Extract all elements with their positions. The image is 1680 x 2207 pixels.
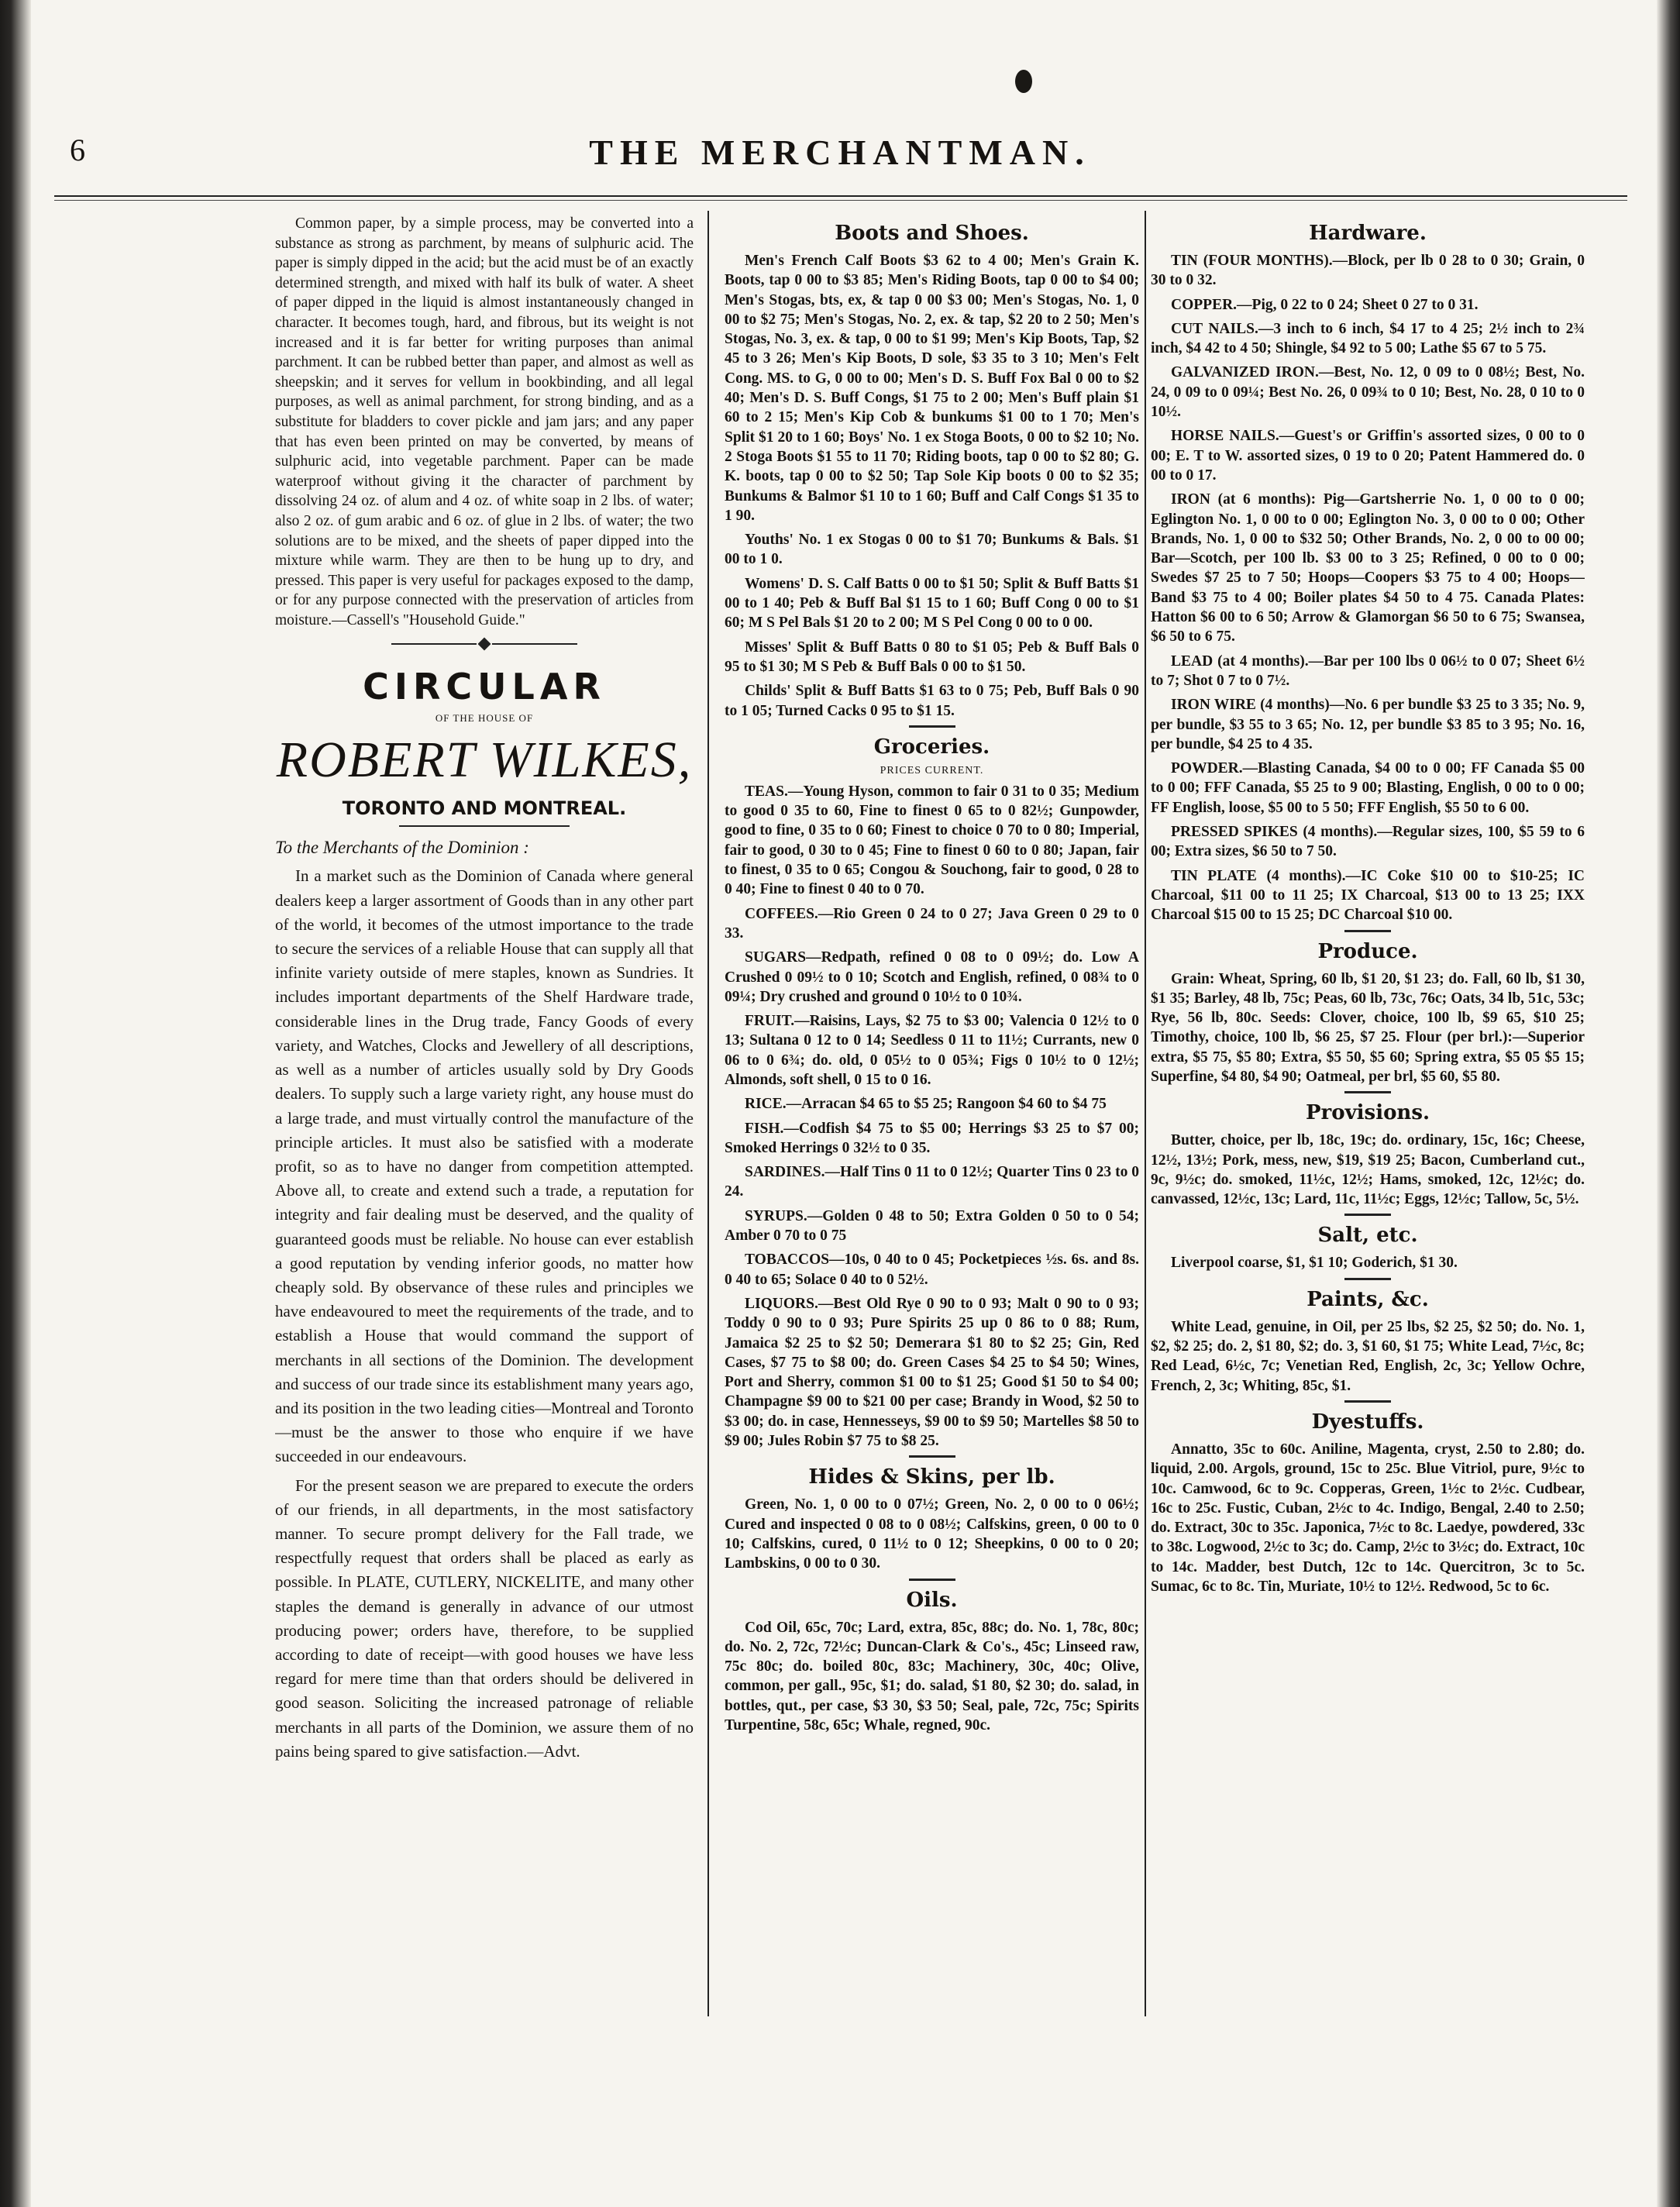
section-title-salt: Salt, etc.	[1317, 1224, 1418, 1248]
circular-subtitle: OF THE HOUSE OF	[435, 712, 534, 725]
circular-name: ROBERT WILKES,	[276, 732, 693, 789]
boots-womens: Womens' D. S. Calf Batts 0 00 to $1 50; Split & Buff Batts $1 00 to 1 40; Peb & Buff Bal $1 15 to 1 60; Buff Cong 0 00 to $1 60; M S Pel Bals $1 20 to 2 00; M S Pel Cong 0 00 to 0 00.	[725, 575, 1139, 632]
boots-men: Men's French Calf Boots $3 62 to 4 00; Men's Grain K. Boots, tap 0 00 to $3 85; Men's Riding Boots, tap 0 00 to $4 00; Men's Stogas, bts, ex, & tap 0 00 $3 00; Men's Stogas, No. 1, 0 00 to $2 75; Men's Stogas, No. 2, ex. & tap, $2 20 to 2 50; Men's Stogas, No. 3, ex. & tap, 0 00 to $1 99; Men's Kip Boots, Tap, $2 45 to 3 26; Men's Kip Boots, D sole, $3 35 to 3 10; Men's Felt Cong. MS. to G, 0 00 to 00; Men's D. S. Buff Fox Bal 0 00 to $2 40; Men's D. S. Buff Congs, $1 75 to 2 00; Men's Buff plain $1 60 to 2 15; Men's Kip Cob & bunkums $1 00 to 1 70; Men's Split $1 20 to 1 60; Boys' No. 1 ex Stoga Boots, 0 00 to $2 10; No. 2 Stoga Boots $1 55 to 11 70; Riding boots, tap 0 00 to $2 80; G. K. boots, tap 0 00 to $2 50; Tap Sole Kip boots 0 00 to $2 35; Bunkums & Balmor $1 10 to 1 60; Buff and Calf Congs $1 35 to 1 90.	[725, 253, 1139, 524]
section-rule	[909, 1579, 955, 1581]
boots-youths: Youths' No. 1 ex Stogas 0 00 to $1 70; Bunkums & Bals. $1 00 to 1 0.	[725, 532, 1139, 568]
hardware-iron-wire: IRON WIRE (4 months)—No. 6 per bundle $3 25 to 3 35; No. 9, per bundle, $3 55 to 3 65; No. 12, per bundle $3 85 to 3 95; No. 16, per bundle, $4 25 to 4 35.	[1151, 697, 1585, 752]
hardware-lead: LEAD (at 4 months).—Bar per 100 lbs 0 06½ to 0 07; Sheet 6½ to 7; Shot 0 7 to 0 7½.	[1151, 652, 1585, 689]
paints-prices: White Lead, genuine, in Oil, per 25 lbs, $2 25, $2 50; do. No. 1, $2, $2 25; do. 2, $1 80, $2; do. 3, $1 60, $1 75; White Lead, 7½c, 8c; Red Lead, 6½c, 7c; Venetian Red, English, 2c, 3c; Yellow Ochre, French, 2, 3c; Whiting, 85c, $1.	[1151, 1318, 1585, 1394]
groceries-subtitle: PRICES CURRENT.	[880, 764, 984, 776]
hardware-powder: POWDER.—Blasting Canada, $4 00 to 0 00; FF Canada $5 00 to 0 00; FFF Canada, $5 25 to 9 00; Blasting, English, 0 00 to 0 00; FF English, loose, $5 00 to 5 50; FFF English, $5 50 to 6 00.	[1151, 760, 1585, 816]
groceries-sardines: SARDINES.—Half Tins 0 11 to 0 12½; Quarter Tins 0 23 to 0 24.	[725, 1164, 1139, 1200]
hardware-galvanized-iron: GALVANIZED IRON.—Best, No. 12, 0 09 to 0 08½; Best, No. 24, 0 09 to 0 09¼; Best No. 26, 0 09¾ to 0 10; Best, No. 28, 0 10 to 0 10½.	[1151, 364, 1585, 421]
salt-prices: Liverpool coarse, $1, $1 10; Goderich, $1 30.	[1171, 1255, 1458, 1272]
circular-city: TORONTO AND MONTREAL.	[342, 797, 627, 820]
oils-prices: Cod Oil, 65c, 70c; Lard, extra, 85c, 88c; do. No. 1, 78c, 80c; do. No. 2, 72c, 72½c; Duncan-Clark & Co's., 45c; Linseed raw, 75c 80c; do. boiled 80c, 83c; Machinery, 30c, 40c; Olive, common, per gall., 95c, $1; do. salad, $1 80, $2 30; do. salad, in bottles, qut., per case, $3 30, $3 50; Seal, pale, 72c, 75c; Spirits Turpentine, 58c, 65c; Whale, regned, 90c.	[725, 1619, 1139, 1734]
circular-paragraph-1: In a market such as the Dominion of Canada where general dealers keep a larger assortment of Goods than in any other part of the world, it becomes of the utmost importance to the trade to secure the services of a reliable House that can supply all that infinite variety outside of mere staples, known as Sundries. It includes important departments of the Shelf Hardware trade, considerable lines in the Drug trade, Fancy Goods of every variety, and Watches, Clocks and Jewellery of all descriptions, as well as a number of articles usually sold by Dry Goods dealers. To supply such a large variety right, any house must do a large trade, and must virtually control the manufacture of the principle articles. It must also be satisfied with a moderate profit, so as to have no danger from competition attempted. Above all, to create and extend such a trade, a reputation for integrity and fair dealing must be deserved, and the quality of guaranteed goods must be reliable. No house can ever establish a good reputation by vending inferior goods, no matter how cheaply sold. By observance of these rules and principles we have endeavoured to meet the requirements of the trade, and to establish a House that would command the support of merchants in all sections of the Dominion. The development and success of our trade since its establishment many years ago, and its position in the two leading cities—Montreal and Toronto—must be the answer to those who enquire if we have succeeded in our endeavours.	[275, 866, 694, 1466]
section-title-groceries: Groceries.	[873, 735, 990, 759]
hardware-pressed-spikes: PRESSED SPIKES (4 months).—Regular sizes, 100, $5 59 to 6 00; Extra sizes, $6 50 to 7 50.	[1151, 824, 1585, 860]
column-right	[1151, 214, 1585, 2182]
section-title-hardware: Hardware.	[1309, 222, 1427, 245]
groceries-tobaccos: TOBACCOS—10s, 0 40 to 0 45; Pocketpieces ½s. 6s. and 8s. 0 40 to 65; Solace 0 40 to 0 52½.	[725, 1252, 1139, 1288]
masthead: THE MERCHANTMAN.	[589, 133, 1091, 172]
boots-misses: Misses' Split & Buff Batts 0 80 to $1 05; Peb & Buff Bals 0 95 to $1 30; M S Peb & Buff Bals 0 00 to $1 50.	[725, 639, 1139, 675]
section-rule	[1344, 1214, 1391, 1216]
hardware-horse-nails: HORSE NAILS.—Guest's or Griffin's assorted sizes, 0 00 to 0 00; E. T to W. assorted sizes, 0 19 to 0 20; Patent Hammered do. 0 00 to 0 17.	[1151, 428, 1585, 484]
page-number: 6	[70, 133, 85, 167]
header-rule-thin	[54, 200, 1627, 201]
column-divider-2	[1145, 211, 1146, 2016]
groceries-fruit: FRUIT.—Raisins, Lays, $2 75 to $3 00; Valencia 0 12½ to 0 13; Sultana 0 12 to 0 14; Seedless 0 11 to 11½; Currants, new 0 06 to 0 6¾; do. old, 0 05½ to 0 05¾; Figs 0 10½ to 0 12½; Almonds, soft shell, 0 15 to 0 16.	[725, 1013, 1139, 1088]
section-title-dyestuffs: Dyestuffs.	[1311, 1410, 1424, 1434]
section-rule	[1344, 930, 1391, 932]
page-edge-right	[1657, 0, 1680, 2207]
page-edge-left	[0, 0, 31, 2207]
hardware-copper: COPPER.—Pig, 0 22 to 0 24; Sheet 0 27 to 0 31.	[1171, 296, 1479, 313]
circular-rule	[399, 825, 570, 827]
groceries-rice: RICE.—Arracan $4 65 to $5 25; Rangoon $4 60 to $4 75	[745, 1096, 1107, 1113]
section-rule	[1344, 1091, 1391, 1093]
ornament-divider	[275, 636, 694, 650]
section-rule	[1344, 1400, 1391, 1403]
hardware-iron: IRON (at 6 months): Pig—Gartsherrie No. 1, 0 00 to 0 00; Eglington No. 1, 0 00 to 0 00; Eglington No. 3, 0 00 to 0 00; Other Brands, No. 1, 0 00 to $32 50; Other Brands, No. 2, 0 00 to 00 00; Bar—Scotch, per 100 lb. $3 00 to 3 25; Refined, 0 00 to 0 00; Swedes $7 25 to 7 50; Hoops—Coopers $3 75 to 4 00; Hoops—Band $3 75 to 4 00; Boiler plates $4 50 to 4 75. Canada Plates: Hatton $6 00 to 6 50; Arrow & Glamorgan $6 50 to 6 75; Swansea, $6 50 to 6 75.	[1151, 491, 1585, 646]
column-middle	[725, 214, 1139, 2182]
circular-title: CIRCULAR	[363, 666, 606, 708]
section-title-produce: Produce.	[1317, 939, 1418, 963]
ink-blot	[1015, 70, 1032, 93]
hardware-cut-nails: CUT NAILS.—3 inch to 6 inch, $4 17 to 4 25; 2½ inch to 2¾ inch, $4 42 to 4 50; Shingle, $4 92 to 5 00; Lathe $5 67 to 5 75.	[1151, 320, 1585, 357]
section-title-provisions: Provisions.	[1305, 1101, 1430, 1125]
section-rule	[909, 1455, 955, 1458]
hides-prices: Green, No. 1, 0 00 to 0 07½; Green, No. 2, 0 00 to 0 06½; Cured and inspected 0 08 to 0 08½; Calfskins, green, 0 00 to 0 10; Calfskins, cured, 0 11½ to 0 12; Sheepkins, 0 00 to 0 20; Lambskins, 0 00 to 0 30.	[725, 1496, 1139, 1572]
groceries-teas: TEAS.—Young Hyson, common to fair 0 31 to 0 35; Medium to good 0 35 to 60, Fine to finest 0 65 to 0 82½; Gunpowder, good to fine, 0 35 to 0 60; Finest to choice 0 70 to 0 80; Imperial, fair to good, 0 30 to 0 45; Fine to finest 0 60 to 0 80; Japan, fair to finest, 0 35 to 0 65; Congou & Souchong, fair to good, 0 28 to 0 40; Fine to finest 0 40 to 0 70.	[725, 783, 1139, 898]
header-rule	[54, 195, 1627, 197]
groceries-liquors: LIQUORS.—Best Old Rye 0 90 to 0 93; Malt 0 90 to 0 93; Toddy 0 90 to 0 93; Pure Spirits 25 up 0 86 to 0 88; Rum, Jamaica $2 25 to $2 50; Demerara $1 80 to $2 25; Gin, Red Cases, $7 75 to $8 00; do. Green Cases $4 25 to $4 50; Wines, Port and Sherry, common $1 00 to $1 25; Good $1 50 to $4 00; Champagne $9 00 to $21 00 per case; Brandy in Wood, $2 50 to $3 00; do. in case, Hennesseys, $9 00 to $9 50; Martelles $8 50 to $9 00; Jules Robin $7 75 to $8 25.	[725, 1295, 1139, 1450]
column-divider-1	[707, 211, 709, 2016]
boots-childs: Childs' Split & Buff Batts $1 63 to 0 75; Peb, Buff Bals 0 90 to 1 05; Turned Cacks 0 95 to $1 15.	[725, 683, 1139, 719]
provisions-prices: Butter, choice, per lb, 18c, 19c; do. ordinary, 15c, 16c; Cheese, 12½, 13½; Pork, mess, new, $19, $19 25; Bacon, Cumberland cut., 9c, 9½c; do. smoked, 11½c, 12½; Hams, smoked, 12c, 12½c; do. canvassed, 12½c, 13c; Lard, 11c, 11½c; Eggs, 12½c; Tallow, 5c, 5½.	[1151, 1132, 1585, 1208]
groceries-coffees: COFFEES.—Rio Green 0 24 to 0 27; Java Green 0 29 to 0 33.	[725, 905, 1139, 942]
section-rule	[909, 725, 955, 728]
circular-salutation: To the Merchants of the Dominion :	[275, 838, 529, 858]
article-parchment-paper: Common paper, by a simple process, may be converted into a substance as strong as parchment, by means of sulphuric acid. The paper is simply dipped in the acid; but the acid must be of an exactly determined strength, and mixed with half its bulk of water. A sheet of paper dipped in the liquid is almost instantaneously changed in character. It becomes tough, hard, and fibrous, but its weight is not increased and it is far better for writing purposes than animal parchment. It can be rubbed better than paper, and almost as well as sheepskin; and it serves for vellum in bookbinding, and all legal purposes, as well as animal parchment, for strong binding, and as a substitute for bladders to cover pickle and jam jars; and any paper that has even been printed on may be converted, by means of sulphuric acid, into vegetable parchment. Paper can be made waterproof without giving it the character of parchment by dissolving 24 oz. of alum and 4 oz. of white soap in 2 lbs. of water; also 2 oz. of gum arabic and 6 oz. of glue in 2 lbs. of water; the two solutions are to be mixed, and the sheets of paper dipped into the mixture while warm. They are then to be hung up to dry, and pressed. This paper is very useful for packages exposed to the damp, or for any purpose connected with the preservation of articles from moisture.—Cassell's "Household Guide."	[275, 215, 694, 628]
groceries-syrups: SYRUPS.—Golden 0 48 to 50; Extra Golden 0 50 to 0 54; Amber 0 70 to 0 75	[725, 1207, 1139, 1245]
hardware-tin: TIN (FOUR MONTHS).—Block, per lb 0 28 to 0 30; Grain, 0 30 to 0 32.	[1151, 253, 1585, 289]
section-title-paints: Paints, &c.	[1306, 1287, 1429, 1311]
section-title-hides: Hides & Skins, per lb.	[808, 1465, 1055, 1489]
section-title-oils: Oils.	[906, 1588, 958, 1612]
groceries-sugars: SUGARS—Redpath, refined 0 08 to 0 09½; do. Low A Crushed 0 09½ to 0 10; Scotch and English, refined, 0 08¾ to 0 09¼; Dry crushed and ground 0 10½ to 0 10¾.	[725, 949, 1139, 1005]
column-left	[275, 214, 694, 2182]
dyestuffs-prices: Annatto, 35c to 60c. Aniline, Magenta, cryst, 2.50 to 2.80; do. liquid, 2.00. Argols, ground, 15c to 25c. Blue Vitriol, pure, 9½c to 10c. Camwood, 6c to 9c. Copperas, Green, 1½c to 2½c. Cudbear, 16c to 25c. Fustic, Cuban, 2½c to 4c. Indigo, Bengal, 2.40 to 2.50; do. Extract, 30c to 35c. Japonica, 7½c to 8c. Laedye, powdered, 33c to 38c. Logwood, 2½c to 3c; do. Camp, 2½c to 3½c; do. Extract, 10c to 14c. Madder, best Dutch, 12c to 14c. Quercitron, 3c to 5c. Sumac, 6c to 8c. Tin, Muriate, 10½ to 12½. Redwood, 5c to 6c.	[1151, 1441, 1585, 1596]
circular-paragraph-2: For the present season we are prepared to execute the orders of our friends, in all departments, in the most satisfactory manner. To secure prompt delivery for the Fall trade, we respectfully request that orders shall be placed as early as possible. In PLATE, CUTLERY, NICKELITE, and many other staples the demand is generally in advance of our utmost producing power; orders have, therefore, to be supplied according to date of receipt—with good houses we have less regard for mere time than that orders should be delivered in good season. Soliciting the increased patronage of reliable merchants in all parts of the Dominion, we assure them of no pains being spared to give satisfaction.—Advt.	[275, 1475, 694, 1761]
page-header	[0, 132, 1680, 194]
produce-prices: Grain: Wheat, Spring, 60 lb, $1 20, $1 23; do. Fall, 60 lb, $1 30, $1 35; Barley, 48 lb, 75c; Peas, 60 lb, 73c, 76c; Oats, 34 lb, 51c, 53c; Rye, 56 lb, 80c. Seeds: Clover, choice, 100 lb, $9 65, $10 25; Timothy, choice, 100 lb, $6 25, $7 25. Flour (per brl.):—Superior extra, $5 75, $5 80; Extra, $5 50, $5 60; Spring extra, $5 05 $5 15; Superfine, $4 80, $4 90; Oatmeal, per brl, $5 60, $5 80.	[1151, 970, 1585, 1085]
groceries-fish: FISH.—Codfish $4 75 to $5 00; Herrings $3 25 to $7 00; Smoked Herrings 0 32½ to 0 35.	[725, 1120, 1139, 1156]
section-rule	[1344, 1278, 1391, 1280]
hardware-tin-plate: TIN PLATE (4 months).—IC Coke $10 00 to $10-25; IC Charcoal, $11 00 to 11 25; IX Charcoal, $13 00 to 13 25; IXX Charcoal $15 00 to 15 25; DC Charcoal $10 00.	[1151, 867, 1585, 924]
section-title-boots: Boots and Shoes.	[835, 222, 1029, 245]
